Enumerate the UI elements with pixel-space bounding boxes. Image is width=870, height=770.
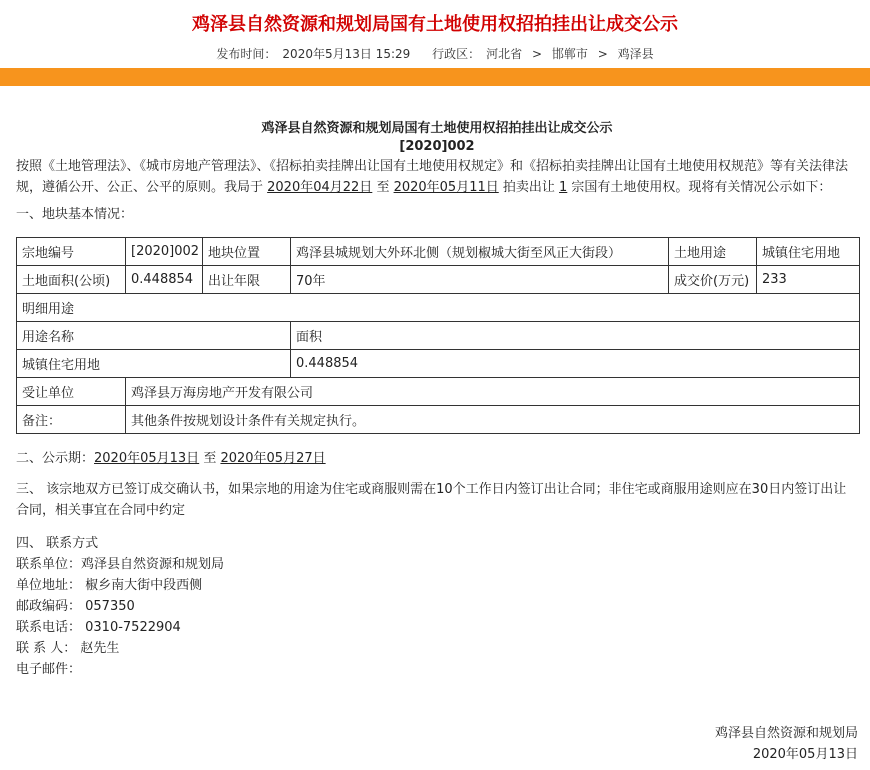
section-3: 三、 该宗地双方已签订成交确认书，如果宗地的用途为住宅或商服则需在10个工作日内签订出让合同；非住宅或商服用途则应在30日内签订出让合同，相关事宜在合同中约定 bbox=[16, 482, 847, 518]
publish-label: 发布时间： bbox=[216, 47, 277, 61]
section-4-title: 四、 联系方式 bbox=[16, 536, 99, 551]
section-2-label: 二、公示期： bbox=[16, 451, 95, 466]
cell-label: 土地用途 bbox=[669, 238, 757, 266]
notice-end-date: 2020年05月27日 bbox=[220, 451, 326, 466]
deal-price: 233 bbox=[757, 266, 860, 294]
intro-paragraph bbox=[16, 156, 858, 198]
contact-person: 联 系 人： 赵先生 bbox=[16, 641, 120, 656]
cell-label: 宗地编号 bbox=[17, 238, 126, 266]
notice-heading: 鸡泽县自然资源和规划局国有土地使用权招拍挂出让成交公示 bbox=[261, 121, 613, 136]
section-2 bbox=[16, 448, 858, 469]
intro-text: 拍卖出让 bbox=[498, 180, 560, 195]
land-area: 0.448854 bbox=[126, 266, 203, 294]
cell-label: 出让年限 bbox=[203, 266, 291, 294]
cell-label: 成交价(万元) bbox=[669, 266, 757, 294]
end-date: 2020年05月11日 bbox=[393, 180, 499, 195]
intro-text: 按照《土地管理法》、《城市房地产管理法》、《招标拍卖挂牌出让国有土地使用权规定》和《招标拍卖挂牌出让国有土地使用权规范》等有关法律法规，遵循公开、公正、公平的原则。我局于 bbox=[16, 159, 849, 195]
notice-content bbox=[16, 120, 858, 680]
lease-term: 70年 bbox=[291, 266, 669, 294]
usage-area: 0.448854 bbox=[291, 350, 860, 378]
notice-number: [2020]002 bbox=[399, 139, 475, 154]
intro-text: 至 bbox=[372, 180, 394, 195]
breadcrumb-province[interactable]: 河北省 bbox=[486, 47, 523, 61]
table-row bbox=[17, 294, 860, 322]
cell-label: 受让单位 bbox=[17, 378, 126, 406]
contact-address: 单位地址： 椒乡南大街中段西侧 bbox=[16, 578, 203, 593]
parcel-count: 1 bbox=[559, 180, 568, 195]
notice-start-date: 2020年05月13日 bbox=[94, 451, 200, 466]
table-row bbox=[17, 322, 860, 350]
detail-usage-title: 明细用途 bbox=[17, 294, 860, 322]
table-row bbox=[17, 378, 860, 406]
usage-area-header: 面积 bbox=[291, 322, 860, 350]
assignee-name: 鸡泽县万海房地产开发有限公司 bbox=[126, 378, 860, 406]
breadcrumb-county[interactable]: 鸡泽县 bbox=[617, 47, 654, 61]
contact-unit: 联系单位：鸡泽县自然资源和规划局 bbox=[16, 557, 225, 572]
cell-label: 土地面积(公顷) bbox=[17, 266, 126, 294]
parcel-id: [2020]002 bbox=[126, 238, 203, 266]
section-2-to: 至 bbox=[199, 451, 221, 466]
breadcrumb-sep: > bbox=[597, 47, 608, 61]
contact-phone: 联系电话： 0310-7522904 bbox=[16, 620, 181, 635]
breadcrumb-city[interactable]: 邯郸市 bbox=[551, 47, 588, 61]
orange-divider-bar bbox=[0, 68, 870, 86]
parcel-location: 鸡泽县城规划大外环北侧（规划椒城大街至风正大街段） bbox=[291, 238, 669, 266]
table-row bbox=[17, 238, 860, 266]
intro-text: 宗国有土地使用权。现将有关情况公示如下： bbox=[567, 180, 832, 195]
start-date: 2020年04月22日 bbox=[267, 180, 373, 195]
signature-block bbox=[715, 723, 858, 765]
remark-text: 其他条件按规划设计条件有关规定执行。 bbox=[126, 406, 860, 434]
contact-email: 电子邮件： bbox=[16, 662, 82, 677]
region-label: 行政区： bbox=[432, 47, 481, 61]
table-row bbox=[17, 406, 860, 434]
usage-name-header: 用途名称 bbox=[17, 322, 291, 350]
section-1-title: 一、地块基本情况： bbox=[16, 207, 134, 222]
page-title: 鸡泽县自然资源和规划局国有土地使用权招拍挂出让成交公示 bbox=[192, 14, 678, 35]
cell-label: 备注： bbox=[17, 406, 126, 434]
publish-time: 2020年5月13日 15:29 bbox=[282, 47, 411, 61]
cell-label: 地块位置 bbox=[203, 238, 291, 266]
contact-zip: 邮政编码： 057350 bbox=[16, 599, 135, 614]
table-row bbox=[17, 266, 860, 294]
publish-meta bbox=[0, 45, 870, 62]
usage-name: 城镇住宅用地 bbox=[17, 350, 291, 378]
sign-date: 2020年05月13日 bbox=[752, 747, 858, 762]
breadcrumb-sep: > bbox=[531, 47, 543, 61]
land-use: 城镇住宅用地 bbox=[757, 238, 860, 266]
parcel-table bbox=[16, 237, 860, 434]
table-row bbox=[17, 350, 860, 378]
sign-organization: 鸡泽县自然资源和规划局 bbox=[714, 726, 858, 741]
